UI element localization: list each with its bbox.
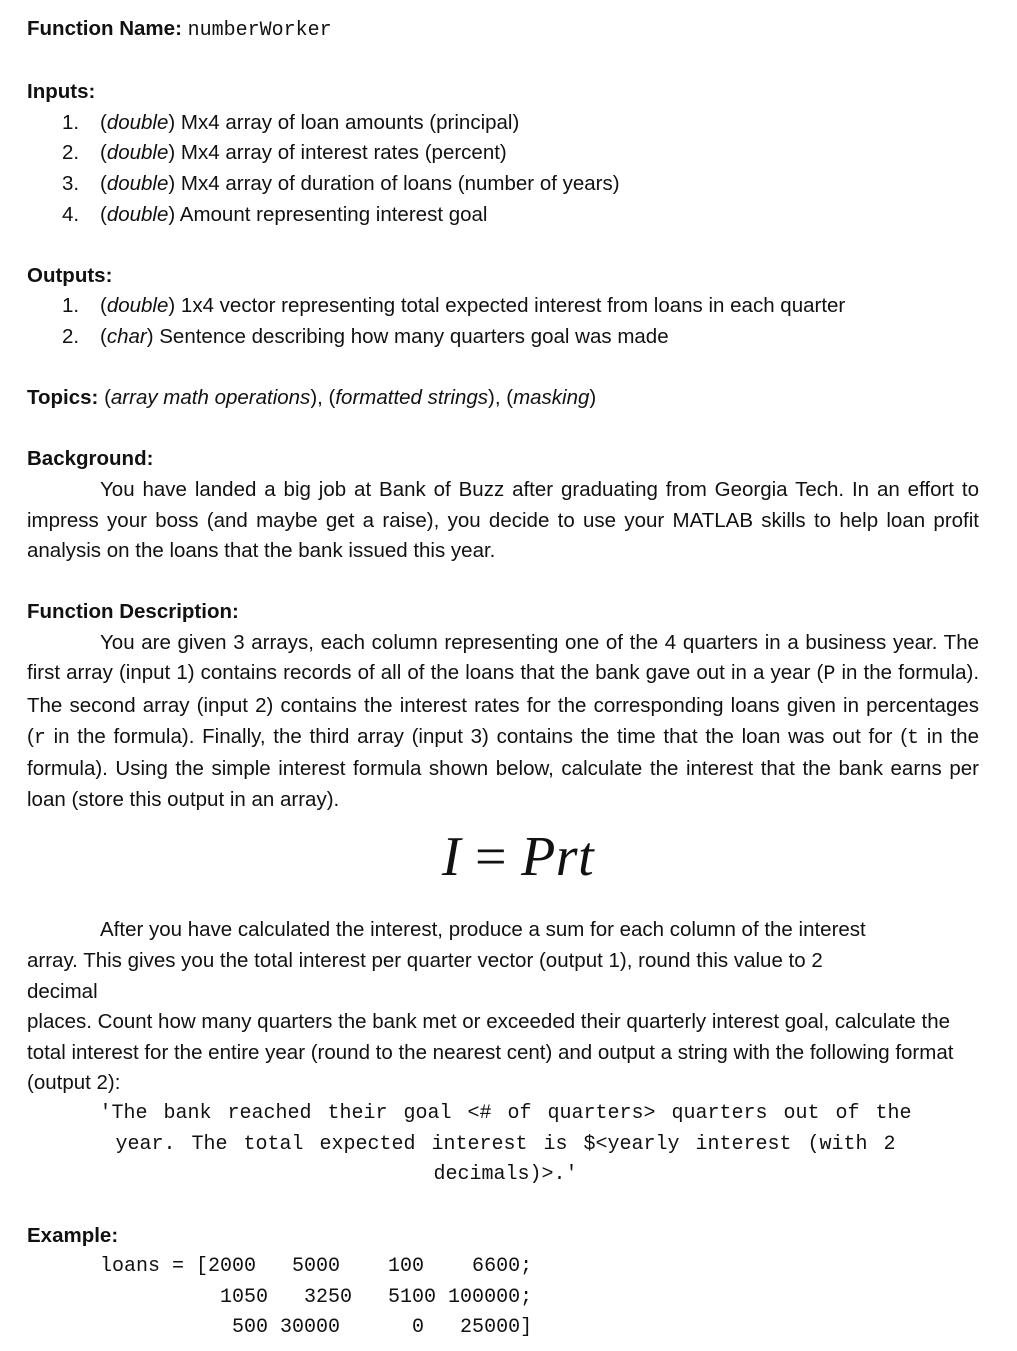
list-item: 2. (double) Mx4 array of interest rates (percent) — [27, 138, 979, 169]
inputs-list — [27, 108, 979, 230]
function-name-value: numberWorker — [187, 19, 332, 42]
format-line: year. The total expected interest is $<yearly interest (with 2 — [115, 1132, 896, 1156]
formula-lhs: I — [441, 826, 461, 889]
item-text: Mx4 array of interest rates (percent) — [175, 141, 507, 165]
example-code-block — [27, 1252, 979, 1344]
topics-line: Topics: (array math operations), (formatted strings), (masking) — [27, 386, 597, 410]
background-paragraph: You have landed a big job at Bank of Buzz after graduating from Georgia Tech. In an effort to impress your boss (and maybe get a raise), you decide to use your MATLAB skills to help loan profit analysis on the loans that the bank issued this year. — [27, 477, 979, 563]
topic-item: masking — [513, 386, 590, 410]
code-line: 1050 3250 5100 100000; — [100, 1285, 533, 1309]
code-line: 500 30000 0 25000] — [100, 1316, 533, 1340]
list-item: 2. (char) Sentence describing how many quarters goal was made — [27, 322, 979, 353]
background-heading: Background: — [27, 447, 154, 471]
code-variable: P — [823, 663, 836, 687]
formula-rhs: Prt — [521, 826, 595, 889]
description-heading: Function Description: — [27, 600, 239, 624]
item-type: double — [106, 171, 169, 195]
function-name-label: Function Name: — [27, 17, 182, 40]
topics-heading: Topics: — [27, 386, 99, 410]
inputs-heading: Inputs: — [27, 80, 96, 104]
item-text: Sentence describing how many quarters goal was made — [153, 324, 669, 348]
list-item: 4. (double) Amount representing interest goal — [27, 200, 979, 231]
item-type: char — [106, 324, 147, 348]
example-heading: Example: — [27, 1224, 119, 1248]
item-text: Mx4 array of duration of loans (number of years) — [175, 171, 620, 195]
list-item: 1. (double) 1x4 vector representing total expected interest from loans in each quarter — [27, 291, 979, 322]
item-number: 1. — [62, 110, 80, 134]
paragraph-text: in the formula). Using the simple interest formula shown below, calculate the interest that the bank earns per loan (store this output in an array). — [27, 724, 979, 811]
item-type: double — [106, 294, 169, 318]
code-variable: t — [907, 726, 920, 750]
item-number: 2. — [62, 324, 80, 348]
description-p2-line2: array. This gives you the total interest per quarter vector (output 1), round this value to 2 — [27, 949, 823, 973]
output-format-string — [27, 1099, 979, 1191]
format-line: decimals)>.' — [433, 1163, 578, 1187]
code-line: loans = [2000 5000 100 6600; — [100, 1254, 533, 1278]
list-item: 1. (double) Mx4 array of loan amounts (principal) — [27, 108, 979, 139]
paragraph-text: in the formula). The second array (input 2) contains the interest rates for the corresponding loans given in percentages ( — [27, 661, 980, 748]
item-number: 4. — [62, 202, 80, 226]
paragraph-text: in the formula). Finally, the third array (input 3) contains the time that the loan was out for ( — [45, 724, 908, 748]
topic-item: array math operations — [110, 386, 311, 410]
description-p2-line1: After you have calculated the interest, produce a sum for each column of the interest — [100, 918, 866, 942]
interest-formula — [27, 826, 979, 889]
item-text: 1x4 vector representing total expected interest from loans in each quarter — [175, 294, 846, 318]
item-text: Amount representing interest goal — [175, 202, 488, 226]
function-name-line — [27, 14, 979, 47]
item-type: double — [106, 141, 169, 165]
outputs-heading: Outputs: — [27, 263, 113, 287]
paragraph-text: You are given 3 arrays, each column representing one of the 4 quarters in a business year. The first array (input 1) contains records of all of the loans that the bank gave out in a year ( — [27, 630, 979, 685]
list-item: 3. (double) Mx4 array of duration of loans (number of years) — [27, 169, 979, 200]
item-number: 3. — [62, 171, 80, 195]
description-p2-line3: decimal — [27, 979, 98, 1003]
description-p2-rest: places. Count how many quarters the bank met or exceeded their quarterly interest goal, calculate the total interest for the entire year (round to the nearest cent) and output a string with the following format (output 2): — [27, 1010, 954, 1095]
outputs-list — [27, 291, 979, 352]
item-text: Mx4 array of loan amounts (principal) — [175, 110, 520, 134]
formula-equals: = — [475, 826, 508, 889]
format-line: 'The bank reached their goal <# of quarters> quarters out of the — [99, 1102, 912, 1125]
item-type: double — [106, 110, 169, 134]
code-variable: r — [33, 726, 46, 750]
item-type: double — [106, 202, 169, 226]
item-number: 2. — [62, 141, 80, 165]
item-number: 1. — [62, 294, 80, 318]
topic-item: formatted strings — [335, 386, 489, 410]
description-paragraph-1 — [27, 628, 979, 816]
